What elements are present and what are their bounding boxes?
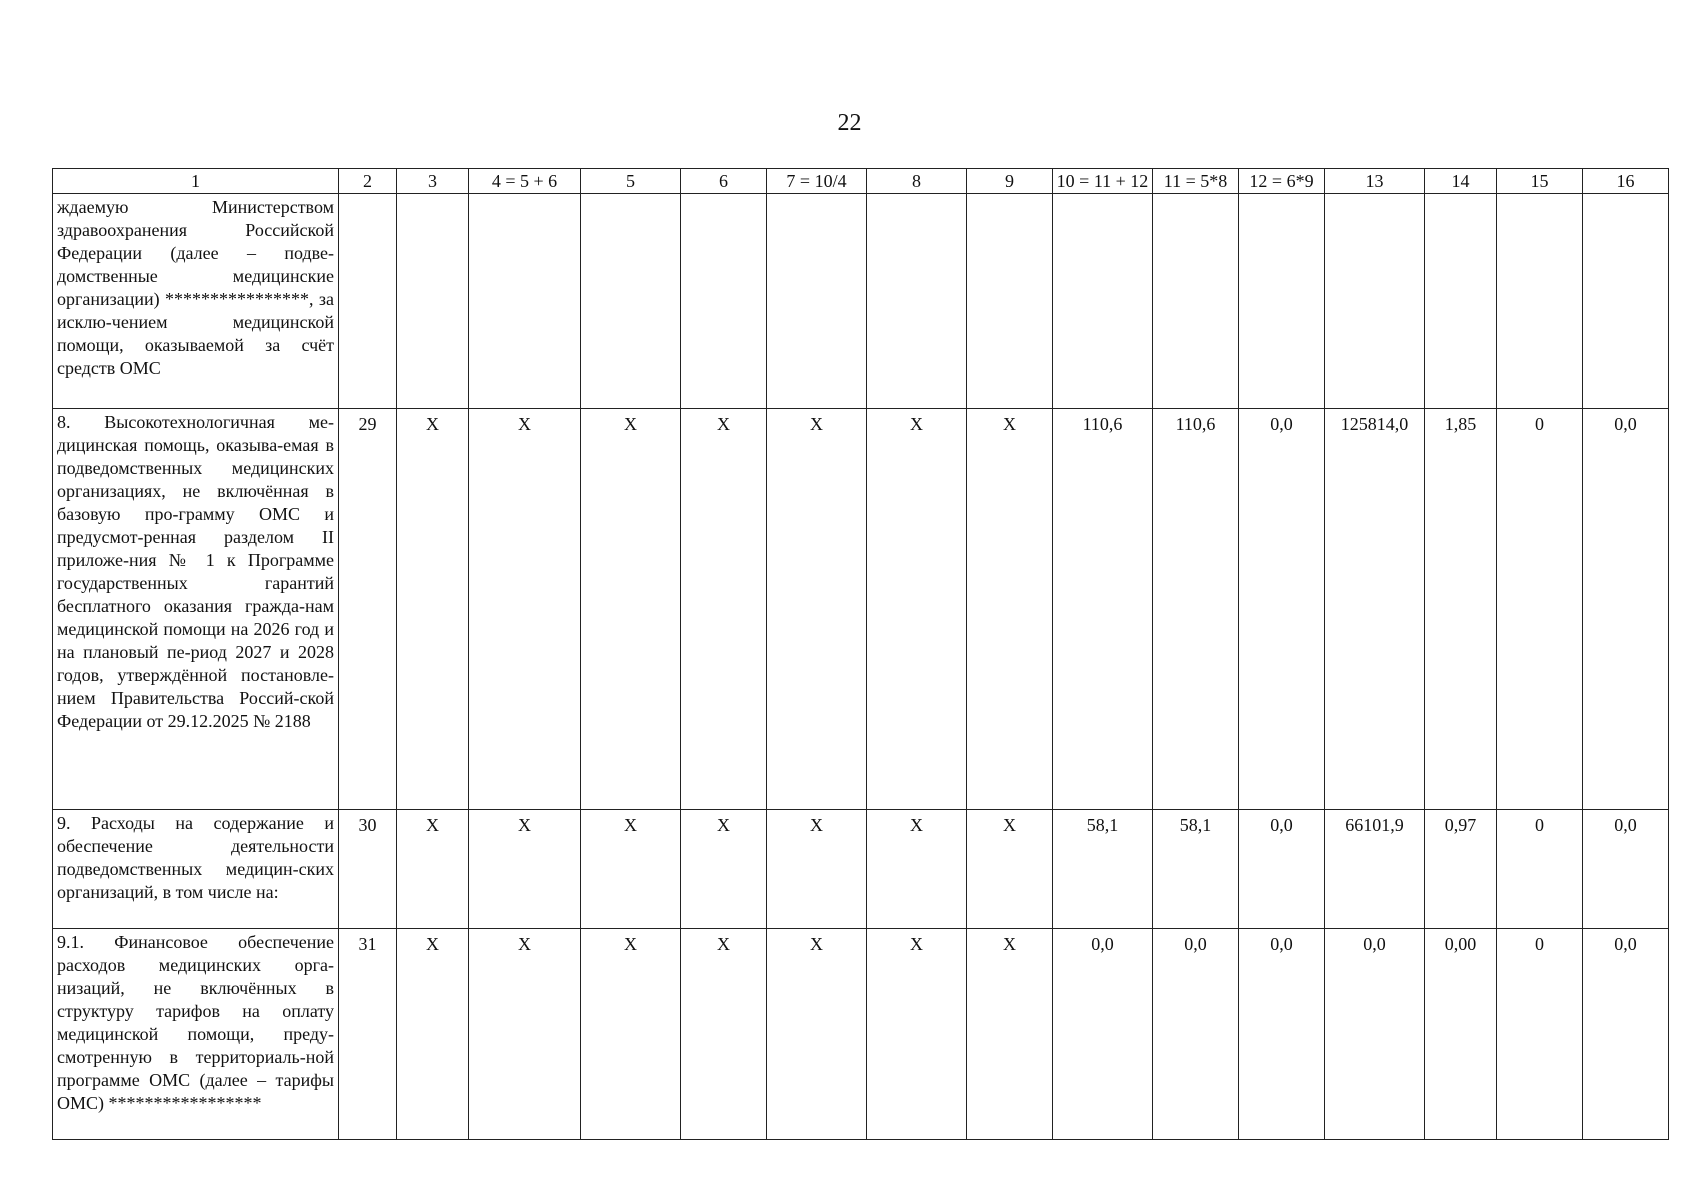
table-cell-col-4: Х: [469, 810, 581, 929]
table-cell-col-4: [469, 194, 581, 409]
table-cell-col-8: [867, 194, 967, 409]
row-description: 9. Расходы на содержание и обеспечение деятельности подведомственных медицин-ских организаций, в том числе на:: [53, 810, 339, 929]
row-description: ждаемую Министерством здравоохранения Российской Федерации (далее – подве-домственные медицинские организации) ****************, за исклю-чением медицинской помощи, оказываемой за счёт средств ОМС: [53, 194, 339, 409]
table-cell-col-14: 1,85: [1425, 409, 1497, 810]
column-header-1: 1: [53, 169, 339, 194]
table-cell-col-5: Х: [581, 409, 681, 810]
column-header-16: 16: [1583, 169, 1669, 194]
table-cell-col-13: 125814,0: [1325, 409, 1425, 810]
table-cell-col-2: 29: [339, 409, 397, 810]
table-cell-col-10: 110,6: [1053, 409, 1153, 810]
table-cell-col-3: Х: [397, 929, 469, 1140]
column-header-10: 10 = 11 + 12: [1053, 169, 1153, 194]
table-cell-col-7: Х: [767, 810, 867, 929]
column-header-9: 9: [967, 169, 1053, 194]
table-cell-col-14: 0,97: [1425, 810, 1497, 929]
column-header-11: 11 = 5*8: [1153, 169, 1239, 194]
table-cell-col-3: [397, 194, 469, 409]
table-cell-col-5: [581, 194, 681, 409]
table-cell-col-15: [1497, 194, 1583, 409]
table-cell-col-7: [767, 194, 867, 409]
column-header-3: 3: [397, 169, 469, 194]
table-row: [53, 409, 1669, 810]
table-cell-col-11: 0,0: [1153, 929, 1239, 1140]
row-description: 8. Высокотехнологичная ме-дицинская помощь, оказыва-емая в подведомственных медицинских организациях, не включённая в базовую про-грамму ОМС и предусмот-ренная разделом II приложе-ния № 1 к Программе государственных гарантий бесплатного оказания гражда-нам медицинской помощи на 2026 год и на плановый пе-риод 2027 и 2028 годов, утверждённой постановле-нием Правительства Россий-ской Федерации от 29.12.2025 № 2188: [53, 409, 339, 810]
table-cell-col-15: 0: [1497, 929, 1583, 1140]
column-header-7: 7 = 10/4: [767, 169, 867, 194]
table-cell-col-16: 0,0: [1583, 409, 1669, 810]
table-cell-col-5: Х: [581, 929, 681, 1140]
row-description: 9.1. Финансовое обеспечение расходов медицинских орга-низаций, не включённых в структуру тарифов на оплату медицинской помощи, преду-смотренную в территориаль-ной программе ОМС (далее – тарифы ОМС) *****************: [53, 929, 339, 1140]
table-cell-col-11: [1153, 194, 1239, 409]
table-cell-col-10: 0,0: [1053, 929, 1153, 1140]
table-cell-col-4: Х: [469, 409, 581, 810]
table-cell-col-8: Х: [867, 409, 967, 810]
column-header-12: 12 = 6*9: [1239, 169, 1325, 194]
table-cell-col-12: 0,0: [1239, 929, 1325, 1140]
table-cell-col-12: [1239, 194, 1325, 409]
table-cell-col-5: Х: [581, 810, 681, 929]
header-row: [53, 169, 1669, 194]
table-cell-col-9: Х: [967, 929, 1053, 1140]
table-cell-col-14: [1425, 194, 1497, 409]
table-row: [53, 929, 1669, 1140]
table-cell-col-9: [967, 194, 1053, 409]
table-cell-col-10: [1053, 194, 1153, 409]
table-cell-col-3: Х: [397, 810, 469, 929]
table-row: [53, 194, 1669, 409]
table-cell-col-12: 0,0: [1239, 409, 1325, 810]
column-header-14: 14: [1425, 169, 1497, 194]
table-cell-col-8: Х: [867, 810, 967, 929]
table-cell-col-11: 58,1: [1153, 810, 1239, 929]
table-cell-col-3: Х: [397, 409, 469, 810]
table-cell-col-14: 0,00: [1425, 929, 1497, 1140]
column-header-2: 2: [339, 169, 397, 194]
table-cell-col-6: [681, 194, 767, 409]
table-cell-col-2: 31: [339, 929, 397, 1140]
table-cell-col-6: Х: [681, 409, 767, 810]
table-cell-col-13: 66101,9: [1325, 810, 1425, 929]
table-cell-col-7: Х: [767, 409, 867, 810]
table-cell-col-16: 0,0: [1583, 929, 1669, 1140]
table-cell-col-7: Х: [767, 929, 867, 1140]
table-cell-col-6: Х: [681, 929, 767, 1140]
budget-table: [52, 168, 1669, 1140]
table-cell-col-9: Х: [967, 409, 1053, 810]
column-header-15: 15: [1497, 169, 1583, 194]
table-cell-col-13: [1325, 194, 1425, 409]
table-cell-col-8: Х: [867, 929, 967, 1140]
table-cell-col-2: 30: [339, 810, 397, 929]
table-cell-col-10: 58,1: [1053, 810, 1153, 929]
page-number: 22: [837, 110, 862, 136]
column-header-13: 13: [1325, 169, 1425, 194]
table-cell-col-13: 0,0: [1325, 929, 1425, 1140]
table-cell-col-4: Х: [469, 929, 581, 1140]
table-cell-col-15: 0: [1497, 409, 1583, 810]
table-cell-col-16: 0,0: [1583, 810, 1669, 929]
table-cell-col-9: Х: [967, 810, 1053, 929]
column-header-8: 8: [867, 169, 967, 194]
table-cell-col-12: 0,0: [1239, 810, 1325, 929]
table-cell-col-15: 0: [1497, 810, 1583, 929]
table-cell-col-16: [1583, 194, 1669, 409]
column-header-6: 6: [681, 169, 767, 194]
column-header-4: 4 = 5 + 6: [469, 169, 581, 194]
column-header-5: 5: [581, 169, 681, 194]
table-cell-col-2: [339, 194, 397, 409]
table-cell-col-6: Х: [681, 810, 767, 929]
table-row: [53, 810, 1669, 929]
table-cell-col-11: 110,6: [1153, 409, 1239, 810]
